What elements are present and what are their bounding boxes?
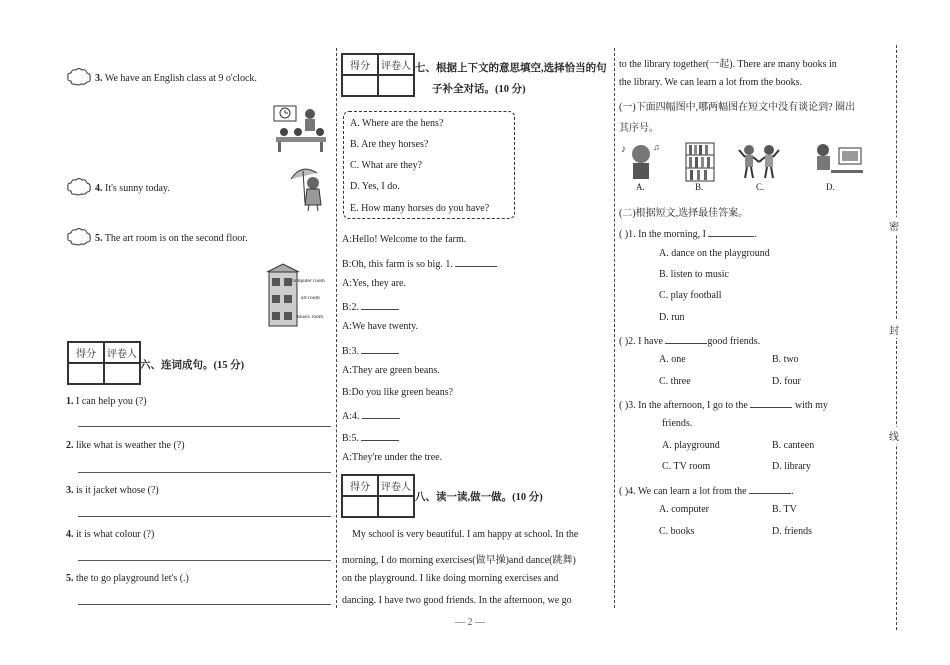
- blank-2[interactable]: [361, 299, 399, 310]
- classroom-illustration: [270, 104, 332, 154]
- answer-cloud-icon[interactable]: [66, 67, 92, 87]
- boy-computer-picture[interactable]: [811, 140, 865, 182]
- option-item: B. Are they horses?: [350, 139, 429, 150]
- score-box: [341, 53, 415, 97]
- part-2-instruction: (二)根据短文,选择最佳答案。: [619, 208, 749, 219]
- passage-line: to the library together(一起). There are many books in: [619, 59, 837, 70]
- answer-paren[interactable]: ( ): [619, 229, 629, 240]
- mcq-blank[interactable]: [750, 397, 792, 408]
- option-item: E. How many horses do you have?: [350, 203, 490, 214]
- mcq-option[interactable]: C. TV room: [662, 461, 711, 472]
- section-7-heading: 七、根据上下文的意思填空,选择恰当的句: [415, 63, 607, 74]
- column-divider-1: [336, 48, 337, 608]
- pic-label: B.: [695, 182, 704, 192]
- building-label: music room: [297, 314, 324, 320]
- score-cell[interactable]: [68, 363, 104, 384]
- s6-item: 2. like what is weather the (?): [66, 440, 185, 451]
- dialog-line: A:They are green beans.: [342, 365, 440, 376]
- grader-label: 评卷人: [378, 475, 414, 496]
- blank-1[interactable]: [455, 256, 497, 267]
- score-label: 得分: [342, 54, 378, 75]
- pic-label: C.: [756, 182, 765, 192]
- passage-line: dancing. I have two good friends. In the afternoon, we go: [342, 595, 572, 606]
- mcq-option[interactable]: B. two: [772, 354, 799, 365]
- mcq-option[interactable]: D. library: [772, 461, 811, 472]
- seal-char: 封: [889, 321, 899, 338]
- grader-cell[interactable]: [378, 75, 414, 96]
- mcq-question-cont: friends.: [662, 418, 693, 429]
- answer-cloud-icon[interactable]: [66, 177, 92, 197]
- section-6-heading: 六、连词成句。(15 分): [140, 360, 245, 371]
- grader-cell[interactable]: [378, 496, 414, 517]
- score-label: 得分: [342, 475, 378, 496]
- mcq-option[interactable]: A. dance on the playground: [659, 248, 770, 259]
- boy-music-picture[interactable]: [619, 140, 661, 182]
- mcq-option[interactable]: D. run: [659, 312, 685, 323]
- seal-char: 线: [889, 427, 899, 444]
- pic-label: D.: [826, 182, 835, 192]
- dialog-line: A:They're under the tree.: [342, 452, 443, 463]
- part-1-instruction-cont: 其序号。: [619, 123, 659, 134]
- answer-line[interactable]: [78, 604, 331, 605]
- mcq-question: ( )4. We can learn a lot from the .: [619, 483, 794, 497]
- s6-item: 1. I can help you (?): [66, 396, 147, 407]
- answer-paren[interactable]: ( ): [619, 336, 629, 347]
- mcq-question: ( )1. In the morning, I .: [619, 226, 757, 240]
- mcq-question: ( )2. I have good friends.: [619, 333, 760, 347]
- option-item: D. Yes, I do.: [350, 181, 400, 192]
- blank-4[interactable]: [362, 408, 400, 419]
- blank-3[interactable]: [361, 343, 399, 354]
- answer-line[interactable]: [78, 472, 331, 473]
- mcq-option[interactable]: B. TV: [772, 504, 797, 515]
- score-box: [341, 474, 415, 518]
- pic-label: A.: [636, 182, 645, 192]
- seal-char: 密: [889, 217, 899, 234]
- left-q5: 5. The art room is on the second floor.: [95, 233, 248, 244]
- building-label: art room: [301, 295, 320, 301]
- score-box: [67, 341, 141, 385]
- mcq-blank[interactable]: [749, 483, 791, 494]
- dialog-line: B:3.: [342, 343, 399, 357]
- section-8-heading: 八、读一读,做一做。(10 分): [415, 492, 543, 503]
- passage-line: morning, I do morning exercises(做早操)and dance(跳舞): [342, 555, 576, 566]
- mcq-blank[interactable]: [708, 226, 754, 237]
- mcq-option[interactable]: C. play football: [659, 290, 722, 301]
- svg-text:♪: ♪: [621, 144, 626, 155]
- kids-dancing-picture[interactable]: [737, 142, 781, 182]
- passage-line: the library. We can learn a lot from the books.: [619, 77, 803, 88]
- building-illustration: [265, 262, 335, 328]
- picture-row: [619, 140, 867, 192]
- left-q4: 4. It's sunny today.: [95, 183, 170, 194]
- mcq-option[interactable]: A. one: [659, 354, 686, 365]
- option-item: A. Where are the hens?: [350, 118, 444, 129]
- answer-line[interactable]: [78, 426, 331, 427]
- dialog-line: A:We have twenty.: [342, 321, 419, 332]
- score-cell[interactable]: [342, 496, 378, 517]
- mcq-option[interactable]: C. books: [659, 526, 695, 537]
- left-q3: 3. We have an English class at 9 o'clock.: [95, 73, 257, 84]
- page-number: — 2 —: [455, 617, 485, 628]
- grader-label: 评卷人: [378, 54, 414, 75]
- answer-line[interactable]: [78, 516, 331, 517]
- building-label: computer room: [291, 278, 325, 284]
- grader-cell[interactable]: [104, 363, 140, 384]
- mcq-option[interactable]: C. three: [659, 376, 691, 387]
- dialog-line: B:2.: [342, 299, 399, 313]
- part-1-instruction: (一)下面四幅图中,哪两幅图在短文中没有谈论到? 圈出: [619, 102, 856, 113]
- passage-line: My school is very beautiful. I am happy at school. In the: [352, 529, 579, 540]
- answer-paren[interactable]: ( ): [619, 400, 629, 411]
- dialog-line: A:Yes, they are.: [342, 278, 406, 289]
- dialog-line: B:Oh, this farm is so big. 1.: [342, 256, 497, 270]
- mcq-option[interactable]: B. listen to music: [659, 269, 729, 280]
- mcq-option[interactable]: B. canteen: [772, 440, 815, 451]
- dialog-line: A:Hello! Welcome to the farm.: [342, 234, 467, 245]
- answer-paren[interactable]: ( ): [619, 486, 629, 497]
- column-divider-2: [614, 48, 615, 608]
- mcq-question: ( )3. In the afternoon, I go to the with my: [619, 397, 828, 411]
- answer-line[interactable]: [78, 560, 331, 561]
- mcq-option[interactable]: D. four: [772, 376, 801, 387]
- score-label: 得分: [68, 342, 104, 363]
- option-item: C. What are they?: [350, 160, 423, 171]
- mcq-option[interactable]: A. computer: [659, 504, 709, 515]
- svg-text:♫: ♫: [653, 142, 660, 152]
- mcq-option[interactable]: A. playground: [662, 440, 720, 451]
- answer-cloud-icon[interactable]: [66, 227, 92, 247]
- grader-label: 评卷人: [104, 342, 140, 363]
- passage-line: on the playground. I like doing morning exercises and: [342, 573, 559, 584]
- s6-item: 5. the to go playground let's (.): [66, 573, 189, 584]
- score-cell[interactable]: [342, 75, 378, 96]
- bookshelf-picture[interactable]: [685, 142, 715, 182]
- mcq-option[interactable]: D. friends: [772, 526, 812, 537]
- umbrella-girl-illustration: [287, 163, 329, 213]
- section-7-heading-cont: 子补全对话。(10 分): [432, 84, 526, 95]
- dialog-line: B:Do you like green beans?: [342, 387, 454, 398]
- dialog-line: B:5.: [342, 430, 399, 444]
- s6-item: 4. it is what colour (?): [66, 529, 155, 540]
- s6-item: 3. is it jacket whose (?): [66, 485, 159, 496]
- mcq-blank[interactable]: [665, 333, 707, 344]
- blank-5[interactable]: [361, 430, 399, 441]
- dialog-line: A:4.: [342, 408, 400, 422]
